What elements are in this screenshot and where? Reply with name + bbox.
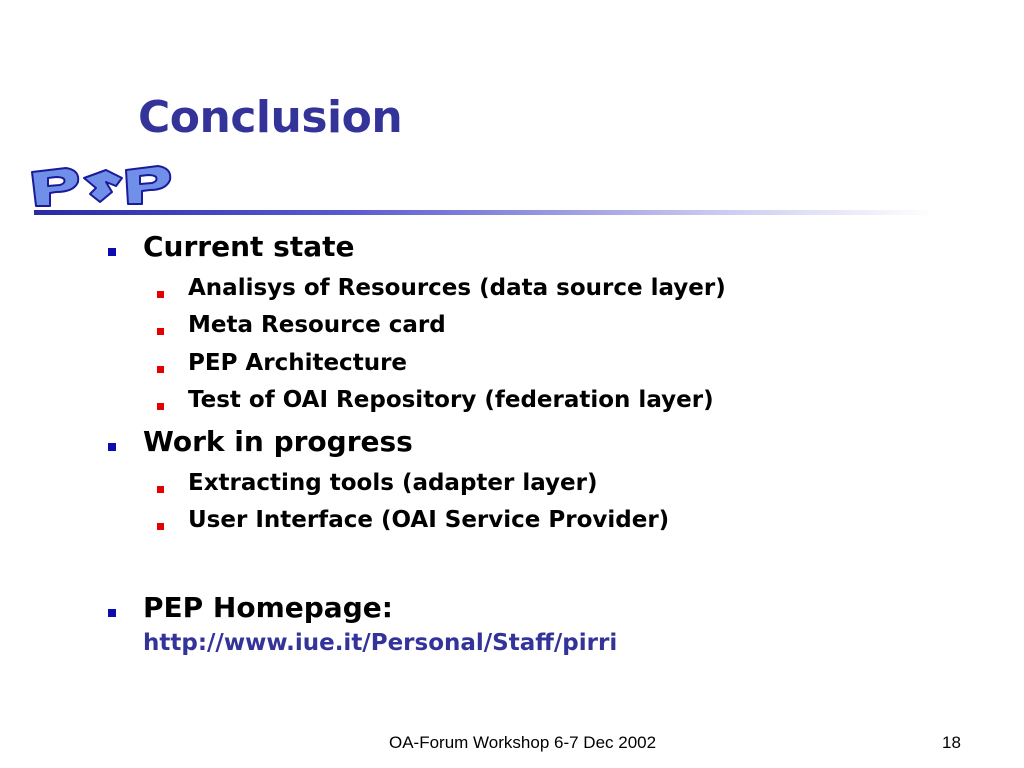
homepage-link[interactable]: http://www.iue.it/Personal/Staff/pirri [143, 630, 618, 656]
sub-bullet-marker [157, 523, 164, 530]
bullet-marker [108, 248, 116, 256]
pep-logo-icon [26, 158, 176, 218]
sub-bullet-marker [157, 486, 164, 493]
title-rule [34, 210, 934, 215]
sub-bullet-marker [157, 403, 164, 410]
bullet-marker [108, 443, 116, 451]
page-number: 18 [942, 733, 961, 752]
bullet-work-in-progress: Work in progress [143, 425, 413, 458]
sub-bullet-item: Test of OAI Repository (federation layer) [188, 387, 714, 413]
footer-event: OA-Forum Workshop 6-7 Dec 2002 [389, 733, 657, 752]
sub-bullet-item: Analisys of Resources (data source layer) [188, 275, 726, 301]
sub-bullet-item: PEP Architecture [188, 350, 408, 376]
sub-bullet-item: Extracting tools (adapter layer) [188, 470, 598, 496]
sub-bullet-item: User Interface (OAI Service Provider) [188, 507, 670, 533]
bullet-pep-homepage: PEP Homepage: [143, 591, 393, 624]
slide-title: Conclusion [138, 92, 403, 143]
sub-bullet-item: Meta Resource card [188, 312, 446, 338]
bullet-marker [108, 609, 116, 617]
sub-bullet-marker [157, 328, 164, 335]
bullet-current-state: Current state [143, 230, 355, 263]
sub-bullet-marker [157, 366, 164, 373]
pep-logo [26, 158, 176, 218]
sub-bullet-marker [157, 291, 164, 298]
